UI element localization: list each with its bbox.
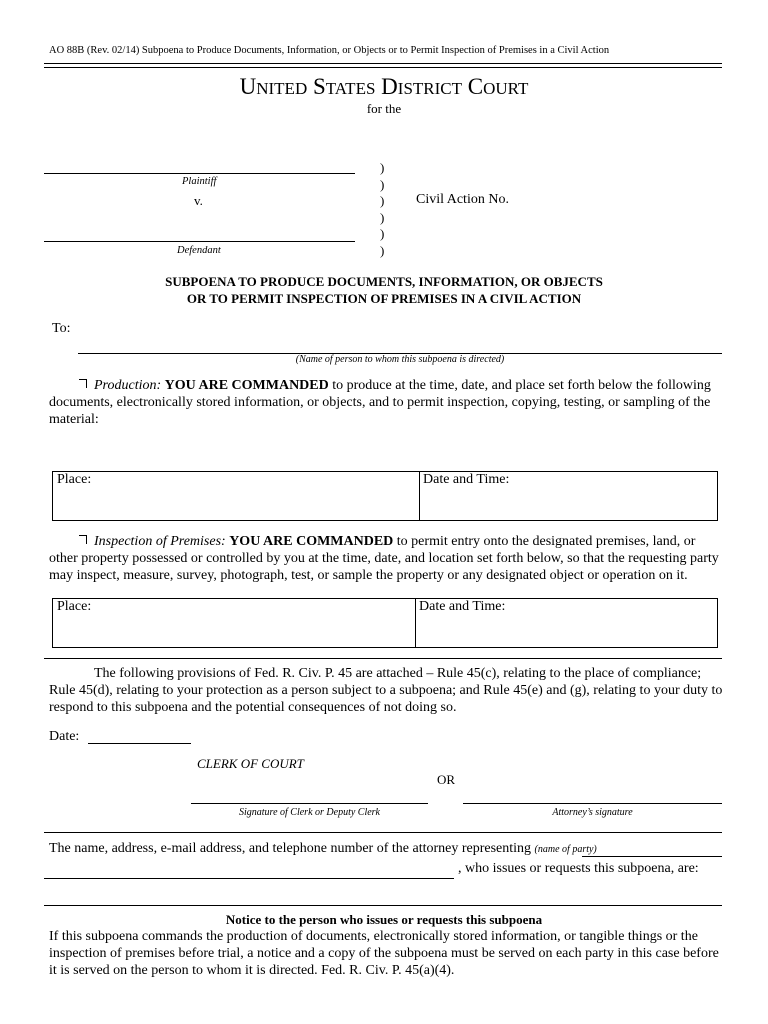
production-place-label: Place: bbox=[57, 472, 92, 487]
versus-text: v. bbox=[194, 193, 203, 208]
clerk-signature-caption: Signature of Clerk or Deputy Clerk bbox=[239, 807, 380, 818]
notice-heading: Notice to the person who issues or requests this subpoena bbox=[225, 912, 543, 927]
inspection-paragraph: Inspection of Premises: YOU ARE COMMANDED to permit entry onto the designated premises, land, or other property possessed or controlled by you at the time, date, and location set forth below, so that the requesting party may inspect, measure, survey, photograph, test, or sample the property or any designated object or operation on it. bbox=[49, 534, 719, 583]
issues-text: , who issues or requests this subpoena, are: bbox=[458, 861, 699, 876]
to-label: To: bbox=[52, 321, 71, 336]
production-box-divider bbox=[419, 472, 420, 520]
inspection-place-box bbox=[52, 598, 718, 648]
section-rule-3 bbox=[44, 905, 722, 906]
production-paragraph: Production: YOU ARE COMMANDED to produce at the time, date, and place set forth below the following documents, electronically stored information, or objects, and to permit inspection, copying, testing, or sampling of the material: bbox=[49, 378, 711, 427]
attorney-signature-line[interactable] bbox=[463, 803, 722, 804]
for-the-text: for the bbox=[366, 101, 402, 116]
attorney-info-line[interactable] bbox=[44, 878, 454, 879]
subpoena-heading: SUBPOENA TO PRODUCE DOCUMENTS, INFORMATION, OR OBJECTS OR TO PERMIT INSPECTION OF PREMISES IN A CIVIL ACTION bbox=[165, 274, 603, 306]
plaintiff-label: Plaintiff bbox=[182, 176, 217, 187]
date-line[interactable] bbox=[88, 743, 191, 744]
form-code: AO 88B (Rev. 02/14) Subpoena to Produce Documents, Information, or Objects or to Permit Inspection of Premises in a Civil Action bbox=[49, 45, 610, 56]
plaintiff-line[interactable] bbox=[44, 173, 355, 174]
provisions-paragraph: The following provisions of Fed. R. Civ. P. 45 are attached – Rule 45(c), relating to the place of compliance; Rule 45(d), relating to your protection as a person subject to a subpoena; and Rule 45(e) and (g), relating to your duty to respond to this subpoena and the potential consequences of not doing so. bbox=[49, 666, 723, 715]
recipient-caption: (Name of person to whom this subpoena is directed) bbox=[295, 354, 505, 365]
header-rule-top bbox=[44, 63, 722, 64]
inspection-date-time-label: Date and Time: bbox=[419, 599, 506, 614]
notice-paragraph: If this subpoena commands the production of documents, electronically stored information, or tangible things or the inspection of premises before trial, a notice and a copy of the subpoena must be served on each party in this case before it is served on the person to whom it is directed. Fed. R. Civ. P. 45(a)(4). bbox=[49, 929, 719, 978]
clerk-signature-line[interactable] bbox=[191, 803, 428, 804]
or-label: OR bbox=[437, 772, 456, 787]
civil-action-label: Civil Action No. bbox=[416, 192, 509, 207]
date-label: Date: bbox=[49, 729, 80, 744]
inspection-checkbox[interactable] bbox=[79, 535, 87, 544]
production-place-box bbox=[52, 471, 718, 521]
production-date-time-label: Date and Time: bbox=[423, 472, 510, 487]
attorney-signature-caption: Attorney’s signature bbox=[552, 807, 633, 818]
section-rule-1 bbox=[44, 658, 722, 659]
header-rule-bottom bbox=[44, 67, 722, 68]
attorney-text: The name, address, e-mail address, and telephone number of the attorney representing (name of party) bbox=[49, 841, 597, 856]
caption-parens: ) ) ) ) ) ) bbox=[380, 160, 385, 258]
defendant-label: Defendant bbox=[177, 245, 221, 256]
clerk-of-court-label: CLERK OF COURT bbox=[197, 756, 304, 771]
defendant-line[interactable] bbox=[44, 241, 355, 242]
inspection-box-divider bbox=[415, 599, 416, 647]
production-checkbox[interactable] bbox=[79, 379, 87, 388]
section-rule-2 bbox=[44, 832, 722, 833]
inspection-place-label: Place: bbox=[57, 599, 92, 614]
party-name-line[interactable] bbox=[582, 856, 722, 857]
court-title: UNITED STATES DISTRICT COURT bbox=[239, 74, 529, 99]
